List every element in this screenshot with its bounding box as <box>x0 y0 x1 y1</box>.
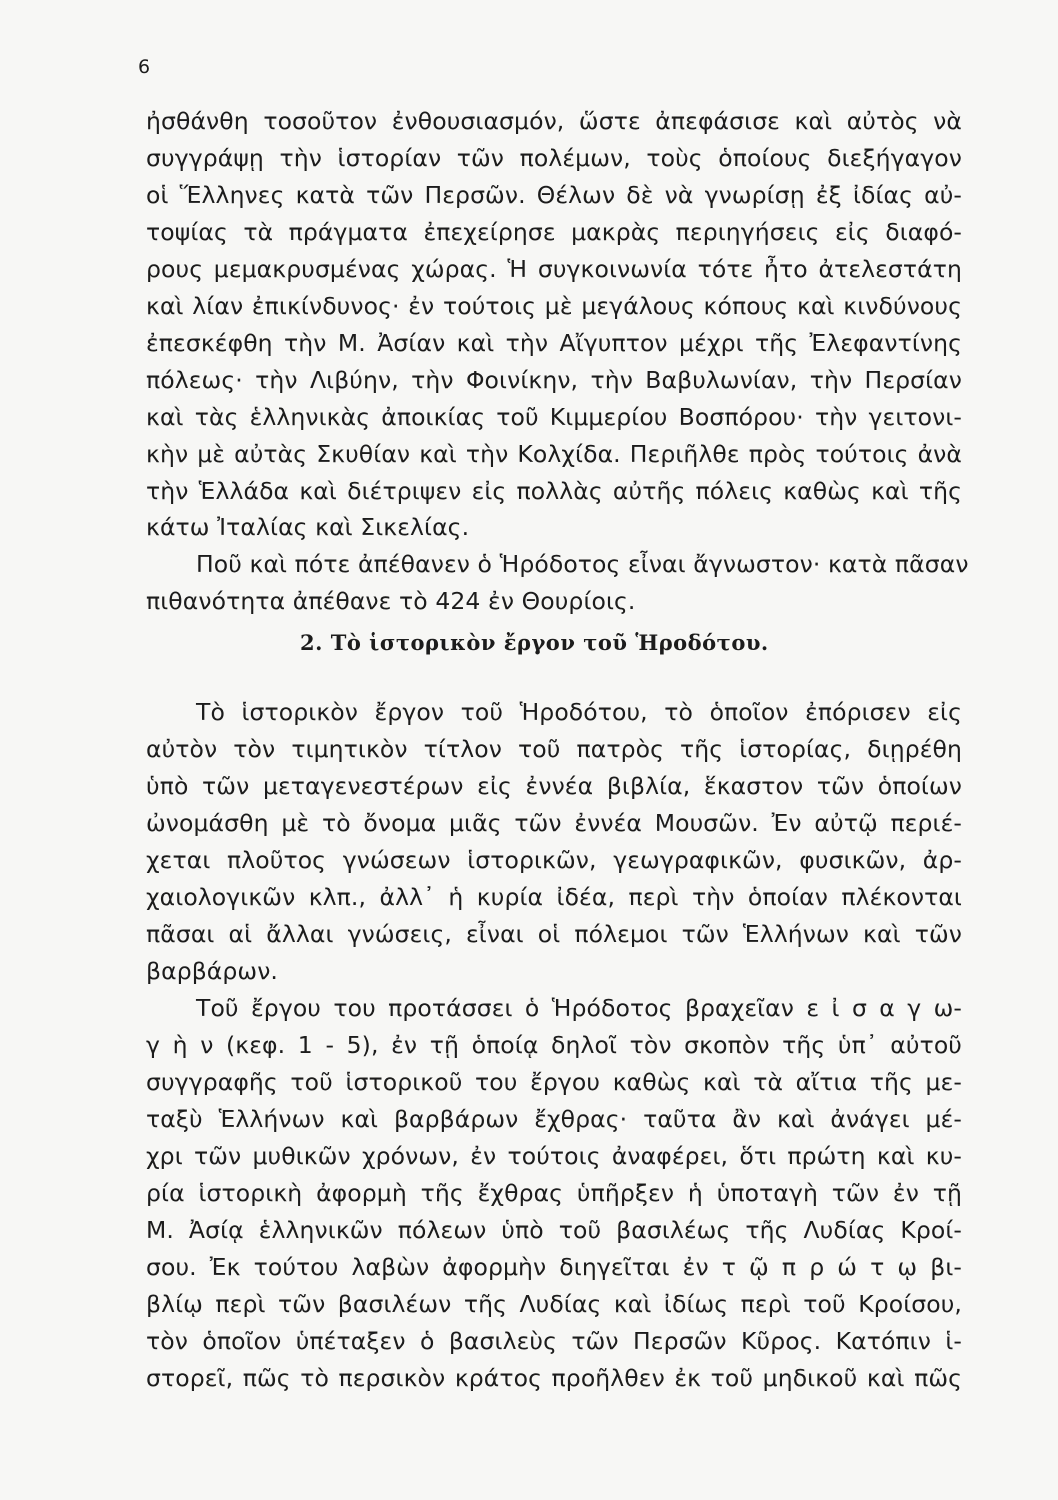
text-line: Ποῦ καὶ πότε ἀπέθανεν ὁ Ἡρόδοτος εἶναι ἄγνωστον· κατὰ πᾶσαν <box>196 550 969 578</box>
text-line: πόλεως· τὴν Λιβύην, τὴν Φοινίκην, τὴν Βαβυλωνίαν, τὴν Περσίαν <box>146 366 962 394</box>
text-line: Τοῦ ἔργου του προτάσσει ὁ Ἡρόδοτος βραχεῖαν ε ἰ σ α γ ω- <box>196 994 962 1022</box>
text-line: ὑπὸ τῶν μεταγενεστέρων εἰς ἐννέα βιβλία, ἕκαστον τῶν ὁποίων <box>146 772 962 800</box>
text-line: καὶ τὰς ἑλληνικὰς ἀποικίας τοῦ Κιμμερίου Βοσπόρου· τὴν γειτονι- <box>146 403 962 431</box>
text-line: συγγραφῆς τοῦ ἱστορικοῦ του ἔργου καθὼς καὶ τὰ αἴτια τῆς με- <box>146 1068 962 1096</box>
text-line: κάτω Ἰταλίας καὶ Σικελίας. <box>146 513 470 541</box>
text-line: τοψίας τὰ πράγματα ἐπεχείρησε μακρὰς περιηγήσεις εἰς διαφό- <box>146 218 962 246</box>
text-line: ρους μεμακρυσμένας χώρας. Ἡ συγκοινωνία τότε ἦτο ἀτελεστάτη <box>146 255 962 283</box>
text-line: ὠνομάσθη μὲ τὸ ὄνομα μιᾶς τῶν ἐννέα Μουσῶν. Ἐν αὐτῷ περιέ- <box>146 809 962 837</box>
text-line: χρι τῶν μυθικῶν χρόνων, ἐν τούτοις ἀναφέρει, ὅτι πρώτη καὶ κυ- <box>146 1142 962 1170</box>
text-line: συγγράψῃ τὴν ἱστορίαν τῶν πολέμων, τοὺς ὁποίους διεξήγαγον <box>146 144 962 172</box>
page-number: 6 <box>138 56 151 78</box>
text-line: τὸν ὁποῖον ὑπέταξεν ὁ βασιλεὺς τῶν Περσῶν Κῦρος. Κατόπιν ἱ- <box>146 1327 962 1355</box>
text-line: οἱ Ἕλληνες κατὰ τῶν Περσῶν. Θέλων δὲ νὰ γνωρίσῃ ἐξ ἰδίας αὐ- <box>146 181 962 209</box>
text-line: σου. Ἐκ τούτου λαβὼν ἀφορμὴν διηγεῖται ἐν τ ῷ π ρ ώ τ ῳ βι- <box>146 1253 962 1281</box>
text-line: τὴν Ἑλλάδα καὶ διέτριψεν εἰς πολλὰς αὐτῆς πόλεις καθὼς καὶ τῆς <box>146 477 962 505</box>
section-heading: 2. Τὸ ἱστορικὸν ἔργον τοῦ Ἡροδότου. <box>300 630 769 655</box>
text-line: πᾶσαι αἱ ἄλλαι γνώσεις, εἶναι οἱ πόλεμοι τῶν Ἑλλήνων καὶ τῶν <box>146 920 962 948</box>
text-line: Μ. Ἀσίᾳ ἑλληνικῶν πόλεων ὑπὸ τοῦ βασιλέως τῆς Λυδίας Κροί- <box>146 1216 962 1244</box>
text-line: καὶ λίαν ἐπικίνδυνος· ἐν τούτοις μὲ μεγάλους κόπους καὶ κινδύνους <box>146 292 962 320</box>
text-line: κὴν μὲ αὐτὰς Σκυθίαν καὶ τὴν Κολχίδα. Περιῆλθε πρὸς τούτοις ἀνὰ <box>146 440 962 468</box>
text-line: ἠσθάνθη τοσοῦτον ἐνθουσιασμόν, ὥστε ἀπεφάσισε καὶ αὐτὸς νὰ <box>146 107 962 135</box>
text-line: βλίῳ περὶ τῶν βασιλέων τῆς Λυδίας καὶ ἰδίως περὶ τοῦ Κροίσου, <box>146 1290 962 1318</box>
text-line: πιθανότητα ἀπέθανε τὸ 424 ἐν Θουρίοις. <box>146 587 636 615</box>
text-line: βαρβάρων. <box>146 957 278 985</box>
text-line: ταξὺ Ἑλλήνων καὶ βαρβάρων ἔχθρας· ταῦτα ἂν καὶ ἀνάγει μέ- <box>146 1105 962 1133</box>
text-line: ρία ἱστορικὴ ἀφορμὴ τῆς ἔχθρας ὑπῆρξεν ἡ ὑποταγὴ τῶν ἐν τῇ <box>146 1179 962 1207</box>
text-line: χαιολογικῶν κλπ., ἀλλ᾽ ἡ κυρία ἰδέα, περὶ τὴν ὁποίαν πλέκονται <box>146 883 962 911</box>
text-line: Τὸ ἱστορικὸν ἔργον τοῦ Ἡροδότου, τὸ ὁποῖον ἐπόρισεν εἰς <box>196 698 962 726</box>
text-line: στορεῖ, πῶς τὸ περσικὸν κράτος προῆλθεν ἐκ τοῦ μηδικοῦ καὶ πῶς <box>146 1364 962 1392</box>
text-line: αὐτὸν τὸν τιμητικὸν τίτλον τοῦ πατρὸς τῆς ἱστορίας, διῃρέθη <box>146 735 962 763</box>
text-line: γ ὴ ν (κεφ. 1 - 5), ἐν τῇ ὁποίᾳ δηλοῖ τὸν σκοπὸν τῆς ὑπ᾽ αὐτοῦ <box>146 1031 962 1059</box>
text-line: χεται πλοῦτος γνώσεων ἱστορικῶν, γεωγραφικῶν, φυσικῶν, ἀρ- <box>146 846 962 874</box>
text-line: ἐπεσκέφθη τὴν Μ. Ἀσίαν καὶ τὴν Αἴγυπτον μέχρι τῆς Ἐλεφαντίνης <box>146 329 962 357</box>
